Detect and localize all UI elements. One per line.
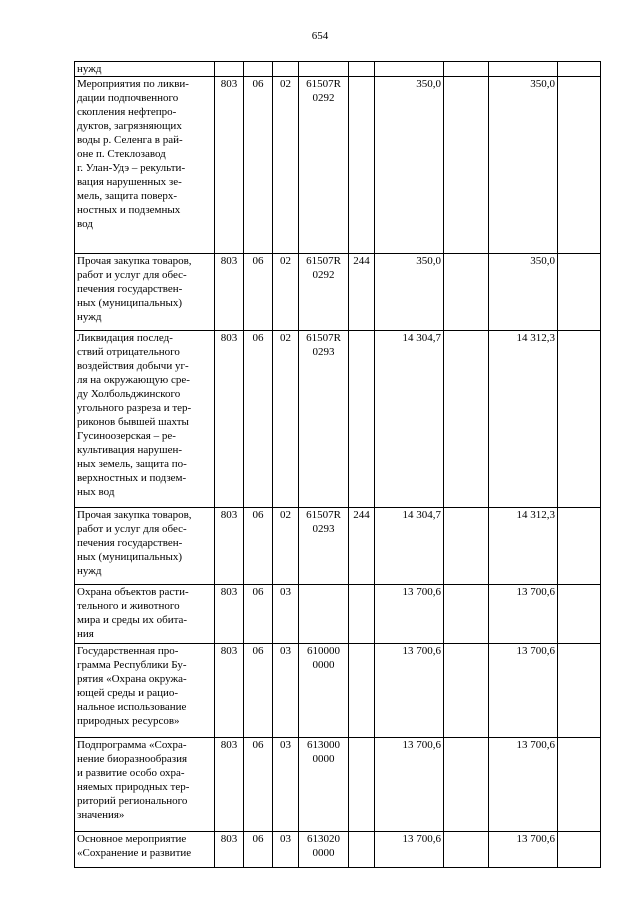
blank-cell xyxy=(558,738,601,832)
ved-cell: 803 xyxy=(215,644,244,738)
blank-cell xyxy=(558,644,601,738)
row-name-line: ных вод xyxy=(77,486,115,498)
sum-year2-cell: 14 312,3 xyxy=(489,331,558,508)
blank-cell xyxy=(558,331,601,508)
podrazdel-cell: 03 xyxy=(273,644,299,738)
podrazdel-cell: 02 xyxy=(273,331,299,508)
sum-year1-cell xyxy=(375,62,444,77)
row-name-line: ных (муниципальных) xyxy=(77,297,183,309)
vr-cell xyxy=(349,738,375,832)
row-name-line: грамма Республики Бу- xyxy=(77,659,187,671)
razdel-cell: 06 xyxy=(244,77,273,254)
row-name-line: Основное мероприятие xyxy=(77,833,187,845)
csr-line: 0000 xyxy=(312,659,335,671)
podrazdel-cell: 03 xyxy=(273,832,299,868)
row-name-line: вод xyxy=(77,218,93,230)
row-name-line: нужд xyxy=(77,63,102,75)
blank-cell xyxy=(444,331,489,508)
sum-year2-cell: 14 312,3 xyxy=(489,508,558,585)
budget-table-body xyxy=(75,62,601,868)
podrazdel-cell: 02 xyxy=(273,254,299,331)
row-name-line: ния xyxy=(77,628,94,640)
row-name-line: Ликвидация послед- xyxy=(77,332,173,344)
ved-cell: 803 xyxy=(215,738,244,832)
csr-cell xyxy=(299,644,349,738)
row-name-line: рятия «Охрана окружа- xyxy=(77,673,187,685)
ved-cell: 803 xyxy=(215,508,244,585)
sum-year2-cell: 350,0 xyxy=(489,77,558,254)
blank-cell xyxy=(444,738,489,832)
vr-cell xyxy=(349,331,375,508)
razdel-cell: 06 xyxy=(244,644,273,738)
row-name-line: работ и услуг для обес- xyxy=(77,269,187,281)
csr-cell xyxy=(299,77,349,254)
row-name-line: «Сохранение и развитие xyxy=(77,847,192,859)
csr-line: 61507R xyxy=(306,78,341,90)
csr-line: 0000 xyxy=(312,753,335,765)
table-row xyxy=(75,331,601,508)
podrazdel-cell: 03 xyxy=(273,585,299,644)
sum-year1-cell: 13 700,6 xyxy=(375,832,444,868)
sum-year2-cell: 350,0 xyxy=(489,254,558,331)
podrazdel-cell xyxy=(273,62,299,77)
row-name-line: ствий отрицательного xyxy=(77,346,180,358)
razdel-cell: 06 xyxy=(244,585,273,644)
table-row xyxy=(75,508,601,585)
row-name-line: нужд xyxy=(77,565,102,577)
blank-cell xyxy=(558,508,601,585)
ved-cell: 803 xyxy=(215,832,244,868)
podrazdel-cell: 02 xyxy=(273,508,299,585)
csr-line: 61507R xyxy=(306,509,341,521)
razdel-cell: 06 xyxy=(244,832,273,868)
table-row xyxy=(75,585,601,644)
row-name-line: ля на окружающую сре- xyxy=(77,374,190,386)
table-row xyxy=(75,738,601,832)
row-name-cell xyxy=(75,254,215,331)
row-name-cell xyxy=(75,585,215,644)
blank-cell xyxy=(444,254,489,331)
row-name-line: ющей среды и рацио- xyxy=(77,687,179,699)
sum-year1-cell: 14 304,7 xyxy=(375,508,444,585)
csr-cell xyxy=(299,331,349,508)
row-name-line: тельного и животного xyxy=(77,600,180,612)
row-name-line: Гусиноозерская – ре- xyxy=(77,430,176,442)
blank-cell xyxy=(444,508,489,585)
row-name-cell xyxy=(75,644,215,738)
row-name-line: скопления нефтепро- xyxy=(77,106,177,118)
csr-line: 0293 xyxy=(312,346,335,358)
vr-cell xyxy=(349,644,375,738)
row-name-line: мира и среды их обита- xyxy=(77,614,188,626)
sum-year1-cell: 350,0 xyxy=(375,254,444,331)
sum-year1-cell: 14 304,7 xyxy=(375,331,444,508)
sum-year1-cell: 350,0 xyxy=(375,77,444,254)
csr-line: 0293 xyxy=(312,523,335,535)
sum-year1-cell: 13 700,6 xyxy=(375,738,444,832)
row-name-line: мель, защита поверх- xyxy=(77,190,178,202)
row-name-cell xyxy=(75,738,215,832)
razdel-cell: 06 xyxy=(244,508,273,585)
vr-cell: 244 xyxy=(349,254,375,331)
row-name-cell xyxy=(75,331,215,508)
row-name-line: оне п. Стеклозавод xyxy=(77,148,166,160)
sum-year2-cell: 13 700,6 xyxy=(489,585,558,644)
vr-cell xyxy=(349,832,375,868)
vr-cell xyxy=(349,77,375,254)
row-name-line: нение биоразнообразия xyxy=(77,753,188,765)
row-name-line: вация нарушенных зе- xyxy=(77,176,182,188)
blank-cell xyxy=(444,832,489,868)
row-name-line: и развитие особо охра- xyxy=(77,767,185,779)
table-row xyxy=(75,644,601,738)
row-name-line: значения» xyxy=(77,809,125,821)
row-name-line: Прочая закупка товаров, xyxy=(77,255,192,267)
row-name-line: ностных и подземных xyxy=(77,204,181,216)
row-name-cell xyxy=(75,77,215,254)
table-row xyxy=(75,77,601,254)
row-name-cell xyxy=(75,62,215,77)
row-name-line: природных ресурсов» xyxy=(77,715,180,727)
sum-year1-cell: 13 700,6 xyxy=(375,585,444,644)
budget-table xyxy=(74,61,601,868)
sum-year2-cell xyxy=(489,62,558,77)
ved-cell: 803 xyxy=(215,331,244,508)
sum-year2-cell: 13 700,6 xyxy=(489,644,558,738)
row-name-line: ных земель, защита по- xyxy=(77,458,187,470)
razdel-cell: 06 xyxy=(244,254,273,331)
row-name-line: Подпрограмма «Сохра- xyxy=(77,739,187,751)
table-row xyxy=(75,62,601,77)
csr-cell xyxy=(299,254,349,331)
blank-cell xyxy=(558,62,601,77)
row-name-line: ных (муниципальных) xyxy=(77,551,183,563)
sum-year2-cell: 13 700,6 xyxy=(489,832,558,868)
row-name-line: ду Холбольджинского xyxy=(77,388,181,400)
csr-cell xyxy=(299,738,349,832)
sum-year2-cell: 13 700,6 xyxy=(489,738,558,832)
podrazdel-cell: 03 xyxy=(273,738,299,832)
ved-cell: 803 xyxy=(215,585,244,644)
vr-cell: 244 xyxy=(349,508,375,585)
row-name-line: печения государствен- xyxy=(77,537,183,549)
row-name-line: дации подпочвенного xyxy=(77,92,179,104)
table-row xyxy=(75,832,601,868)
blank-cell xyxy=(558,77,601,254)
row-name-line: культивация нарушен- xyxy=(77,444,183,456)
row-name-line: воздействия добычи уг- xyxy=(77,360,189,372)
ved-cell xyxy=(215,62,244,77)
row-name-line: Мероприятия по ликви- xyxy=(77,78,189,90)
razdel-cell xyxy=(244,62,273,77)
csr-line: 610000 xyxy=(307,645,340,657)
blank-cell xyxy=(444,585,489,644)
csr-line: 0000 xyxy=(312,847,335,859)
blank-cell xyxy=(558,254,601,331)
row-name-line: риторий регионального xyxy=(77,795,188,807)
blank-cell xyxy=(444,644,489,738)
csr-line: 61507R xyxy=(306,255,341,267)
row-name-line: нальное использование xyxy=(77,701,187,713)
blank-cell xyxy=(444,77,489,254)
csr-line: 0292 xyxy=(312,92,335,104)
row-name-line: верхностных и подзем- xyxy=(77,472,187,484)
csr-line: 0292 xyxy=(312,269,335,281)
table-row xyxy=(75,254,601,331)
csr-line: 613000 xyxy=(307,739,340,751)
page-number: 654 xyxy=(311,30,329,42)
csr-cell xyxy=(299,508,349,585)
ved-cell: 803 xyxy=(215,254,244,331)
row-name-line: Государственная про- xyxy=(77,645,179,657)
row-name-line: работ и услуг для обес- xyxy=(77,523,187,535)
row-name-line: нужд xyxy=(77,311,102,323)
csr-cell xyxy=(299,585,349,644)
blank-cell xyxy=(558,832,601,868)
row-name-line: риконов бывшей шахты xyxy=(77,416,189,428)
csr-line: 613020 xyxy=(307,833,340,845)
row-name-line: угольного разреза и тер- xyxy=(77,402,192,414)
row-name-line: Прочая закупка товаров, xyxy=(77,509,192,521)
row-name-cell xyxy=(75,832,215,868)
csr-line: 61507R xyxy=(306,332,341,344)
row-name-line: Охрана объектов расти- xyxy=(77,586,189,598)
row-name-line: няемых природных тер- xyxy=(77,781,190,793)
csr-cell xyxy=(299,832,349,868)
ved-cell: 803 xyxy=(215,77,244,254)
csr-cell xyxy=(299,62,349,77)
row-name-line: печения государствен- xyxy=(77,283,183,295)
blank-cell xyxy=(558,585,601,644)
podrazdel-cell: 02 xyxy=(273,77,299,254)
vr-cell xyxy=(349,62,375,77)
blank-cell xyxy=(444,62,489,77)
row-name-line: г. Улан-Удэ – рекульти- xyxy=(77,162,186,174)
row-name-cell xyxy=(75,508,215,585)
razdel-cell: 06 xyxy=(244,331,273,508)
row-name-line: дуктов, загрязняющих xyxy=(77,120,182,132)
razdel-cell: 06 xyxy=(244,738,273,832)
row-name-line: воды р. Селенга в рай- xyxy=(77,134,183,146)
vr-cell xyxy=(349,585,375,644)
sum-year1-cell: 13 700,6 xyxy=(375,644,444,738)
